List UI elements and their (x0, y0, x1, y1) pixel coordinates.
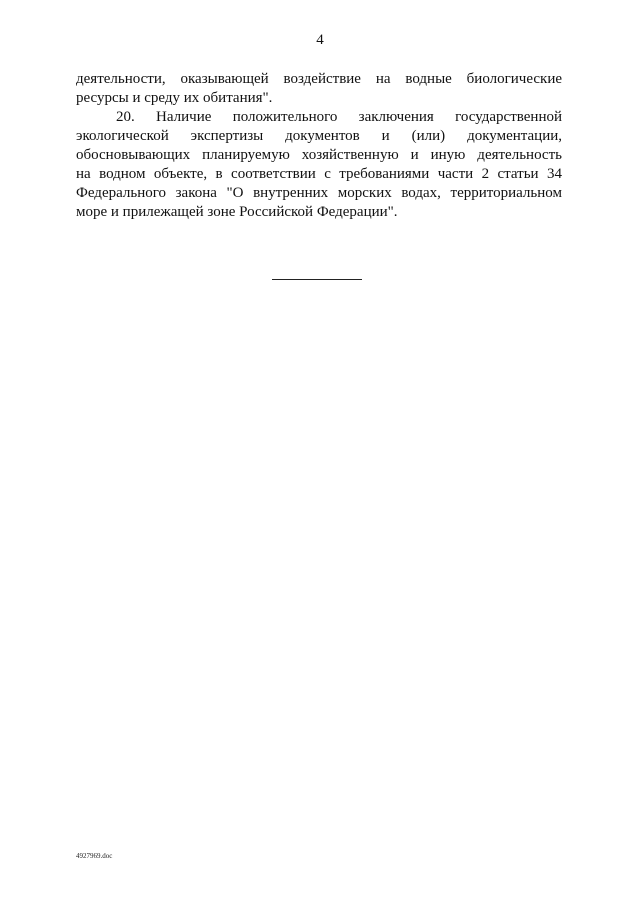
text-line: Федерального закона "О внутренних морских водах, территориальном (76, 185, 562, 201)
text-line: 20. Наличие положительного заключения государственной (116, 109, 562, 125)
text-line: деятельности, оказывающей воздействие на водные биологические (76, 71, 562, 87)
text-line: море и прилежащей зоне Российской Федерации". (76, 204, 398, 220)
text-line: на водном объекте, в соответствии с требованиями части 2 статьи 34 (76, 166, 562, 182)
document-body (76, 70, 562, 222)
end-separator-line (272, 279, 362, 280)
text-line: ресурсы и среду их обитания". (76, 90, 273, 106)
page-number: 4 (316, 32, 324, 48)
document-code: 4927969.doc (76, 852, 113, 860)
text-line: экологической экспертизы документов и (или) документации, (76, 128, 562, 144)
text-line: обосновывающих планируемую хозяйственную и иную деятельность (76, 147, 562, 163)
